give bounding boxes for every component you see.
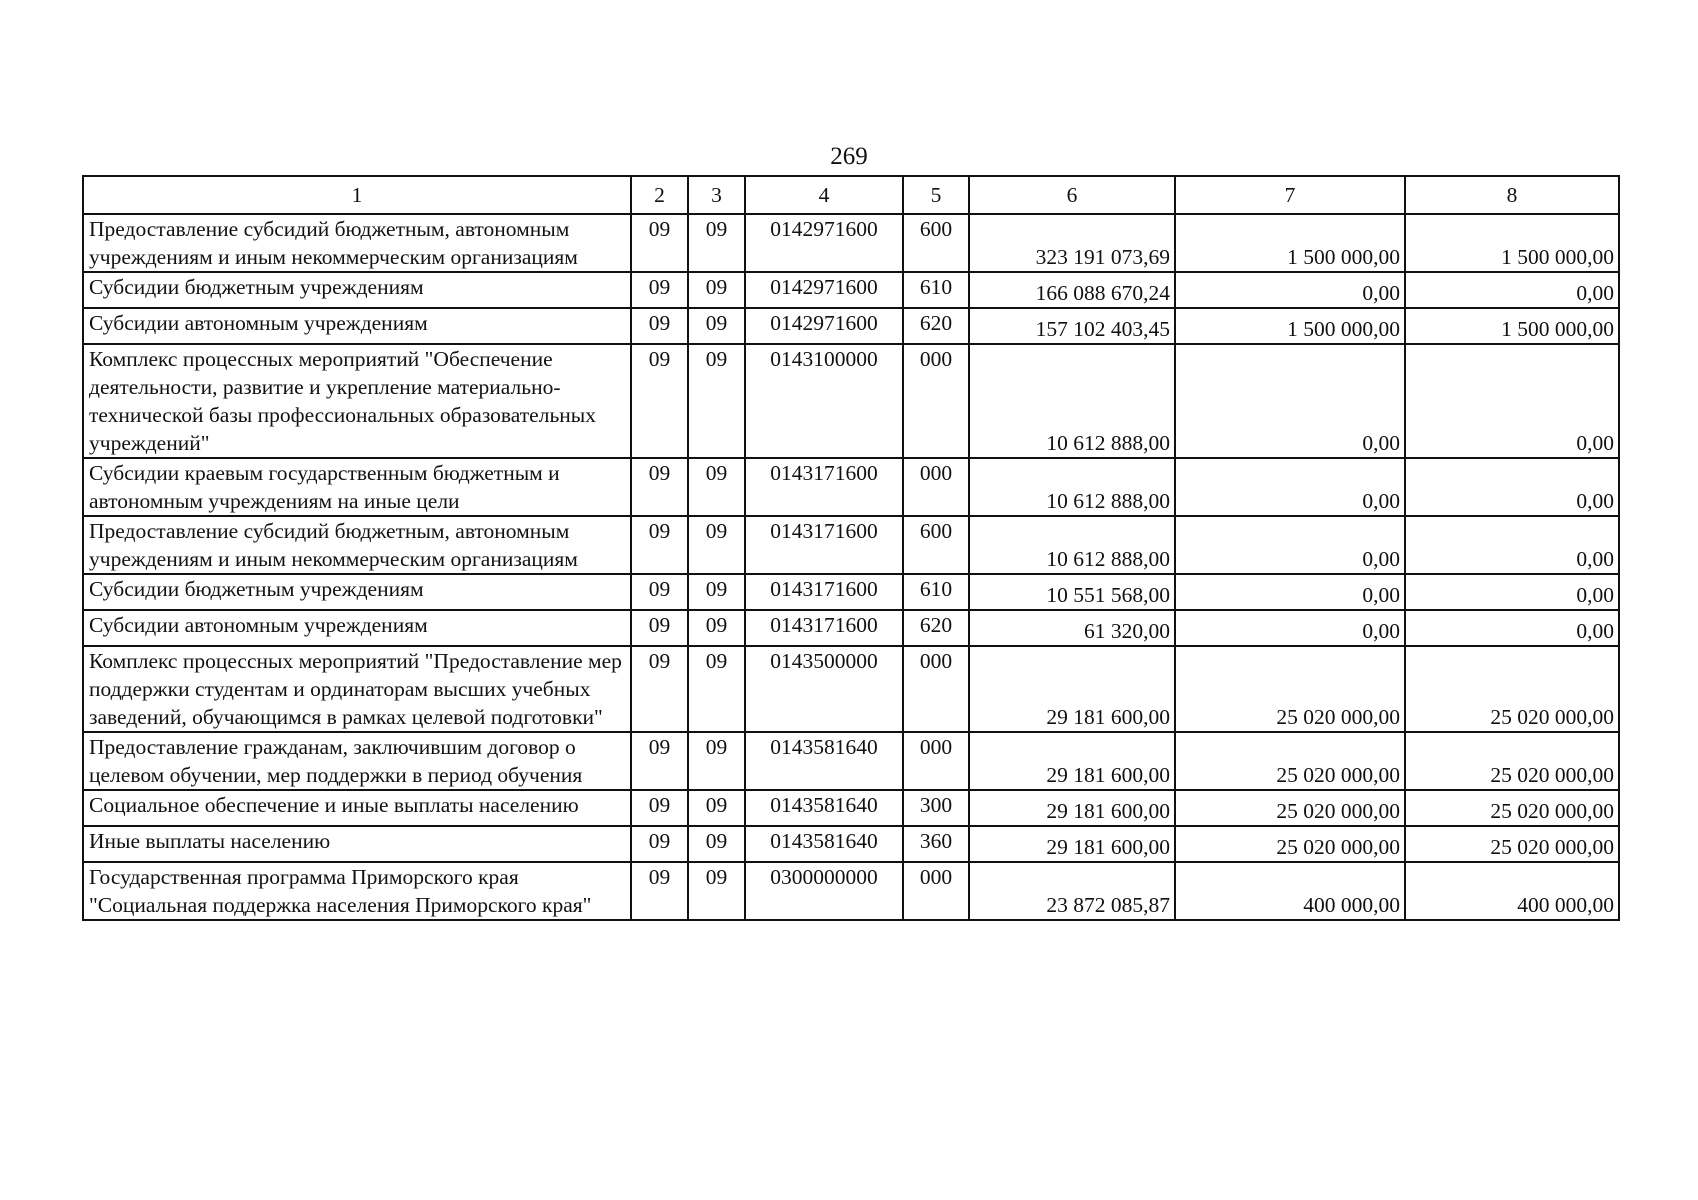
subsection-code-cell: 09	[688, 214, 745, 272]
amount-col8-cell: 25 020 000,00	[1405, 646, 1619, 732]
table-row	[83, 646, 1619, 732]
amount-col8-cell: 0,00	[1405, 272, 1619, 308]
section-code-cell: 09	[631, 516, 688, 574]
amount-col6-cell: 166 088 670,24	[969, 272, 1175, 308]
target-article-cell: 0143100000	[745, 344, 903, 458]
expense-type-cell: 000	[903, 732, 969, 790]
expense-type-cell: 360	[903, 826, 969, 862]
column-header: 5	[903, 176, 969, 214]
expense-type-cell: 000	[903, 646, 969, 732]
amount-col7-cell: 400 000,00	[1175, 862, 1405, 920]
subsection-code-cell: 09	[688, 826, 745, 862]
subsection-code-cell: 09	[688, 344, 745, 458]
target-article-cell: 0143171600	[745, 458, 903, 516]
amount-col8-cell: 1 500 000,00	[1405, 214, 1619, 272]
expense-type-cell: 620	[903, 610, 969, 646]
amount-col6-cell: 29 181 600,00	[969, 646, 1175, 732]
subsection-code-cell: 09	[688, 732, 745, 790]
expense-type-cell: 610	[903, 272, 969, 308]
amount-col6-cell: 323 191 073,69	[969, 214, 1175, 272]
table-row	[83, 214, 1619, 272]
expense-type-cell: 300	[903, 790, 969, 826]
row-name-cell: Предоставление субсидий бюджетным, автономным учреждениям и иным некоммерческим организациям	[83, 214, 631, 272]
target-article-cell: 0142971600	[745, 272, 903, 308]
row-name-cell: Субсидии бюджетным учреждениям	[83, 574, 631, 610]
expense-type-cell: 000	[903, 862, 969, 920]
table-row	[83, 574, 1619, 610]
row-name-cell: Иные выплаты населению	[83, 826, 631, 862]
header-row	[83, 176, 1619, 214]
subsection-code-cell: 09	[688, 646, 745, 732]
row-name-cell: Комплекс процессных мероприятий "Предоставление мер поддержки студентам и ординаторам высших учебных заведений, обучающимся в рамках целевой подготовки"	[83, 646, 631, 732]
amount-col8-cell: 25 020 000,00	[1405, 790, 1619, 826]
column-header: 8	[1405, 176, 1619, 214]
expense-type-cell: 600	[903, 214, 969, 272]
section-code-cell: 09	[631, 646, 688, 732]
expense-type-cell: 610	[903, 574, 969, 610]
amount-col6-cell: 10 612 888,00	[969, 344, 1175, 458]
row-name-cell: Предоставление субсидий бюджетным, автономным учреждениям и иным некоммерческим организациям	[83, 516, 631, 574]
amount-col6-cell: 10 551 568,00	[969, 574, 1175, 610]
subsection-code-cell: 09	[688, 610, 745, 646]
amount-col8-cell: 1 500 000,00	[1405, 308, 1619, 344]
amount-col7-cell: 0,00	[1175, 458, 1405, 516]
section-code-cell: 09	[631, 214, 688, 272]
amount-col7-cell: 25 020 000,00	[1175, 826, 1405, 862]
amount-col7-cell: 25 020 000,00	[1175, 790, 1405, 826]
target-article-cell: 0143500000	[745, 646, 903, 732]
column-header: 4	[745, 176, 903, 214]
target-article-cell: 0143171600	[745, 574, 903, 610]
target-article-cell: 0143581640	[745, 826, 903, 862]
section-code-cell: 09	[631, 732, 688, 790]
amount-col8-cell: 25 020 000,00	[1405, 826, 1619, 862]
row-name-cell: Предоставление гражданам, заключившим договор о целевом обучении, мер поддержки в период обучения	[83, 732, 631, 790]
section-code-cell: 09	[631, 308, 688, 344]
target-article-cell: 0143581640	[745, 732, 903, 790]
amount-col7-cell: 0,00	[1175, 610, 1405, 646]
amount-col7-cell: 0,00	[1175, 344, 1405, 458]
amount-col8-cell: 0,00	[1405, 574, 1619, 610]
amount-col8-cell: 0,00	[1405, 344, 1619, 458]
target-article-cell: 0143581640	[745, 790, 903, 826]
column-header: 1	[83, 176, 631, 214]
section-code-cell: 09	[631, 458, 688, 516]
table-row	[83, 516, 1619, 574]
table-row	[83, 458, 1619, 516]
amount-col7-cell: 25 020 000,00	[1175, 646, 1405, 732]
row-name-cell: Субсидии краевым государственным бюджетным и автономным учреждениям на иные цели	[83, 458, 631, 516]
target-article-cell: 0142971600	[745, 214, 903, 272]
section-code-cell: 09	[631, 610, 688, 646]
amount-col6-cell: 157 102 403,45	[969, 308, 1175, 344]
target-article-cell: 0300000000	[745, 862, 903, 920]
subsection-code-cell: 09	[688, 790, 745, 826]
amount-col8-cell: 400 000,00	[1405, 862, 1619, 920]
table-row	[83, 308, 1619, 344]
amount-col7-cell: 0,00	[1175, 574, 1405, 610]
expense-type-cell: 600	[903, 516, 969, 574]
row-name-cell: Субсидии бюджетным учреждениям	[83, 272, 631, 308]
row-name-cell: Комплекс процессных мероприятий "Обеспечение деятельности, развитие и укрепление материально-технической базы профессиональных образовательных учреждений"	[83, 344, 631, 458]
amount-col7-cell: 25 020 000,00	[1175, 732, 1405, 790]
target-article-cell: 0142971600	[745, 308, 903, 344]
amount-col7-cell: 1 500 000,00	[1175, 308, 1405, 344]
subsection-code-cell: 09	[688, 308, 745, 344]
amount-col7-cell: 1 500 000,00	[1175, 214, 1405, 272]
subsection-code-cell: 09	[688, 862, 745, 920]
amount-col6-cell: 29 181 600,00	[969, 826, 1175, 862]
budget-table	[82, 175, 1620, 921]
column-header: 6	[969, 176, 1175, 214]
amount-col8-cell: 0,00	[1405, 516, 1619, 574]
section-code-cell: 09	[631, 826, 688, 862]
row-name-cell: Государственная программа Приморского края "Социальная поддержка населения Приморского края"	[83, 862, 631, 920]
table-row	[83, 610, 1619, 646]
section-code-cell: 09	[631, 574, 688, 610]
expense-type-cell: 620	[903, 308, 969, 344]
amount-col6-cell: 10 612 888,00	[969, 516, 1175, 574]
section-code-cell: 09	[631, 790, 688, 826]
section-code-cell: 09	[631, 272, 688, 308]
amount-col6-cell: 61 320,00	[969, 610, 1175, 646]
amount-col6-cell: 10 612 888,00	[969, 458, 1175, 516]
target-article-cell: 0143171600	[745, 610, 903, 646]
subsection-code-cell: 09	[688, 574, 745, 610]
expense-type-cell: 000	[903, 344, 969, 458]
table-row	[83, 272, 1619, 308]
amount-col6-cell: 23 872 085,87	[969, 862, 1175, 920]
table-row	[83, 826, 1619, 862]
table-row	[83, 732, 1619, 790]
row-name-cell: Социальное обеспечение и иные выплаты населению	[83, 790, 631, 826]
amount-col8-cell: 0,00	[1405, 458, 1619, 516]
column-header: 7	[1175, 176, 1405, 214]
amount-col6-cell: 29 181 600,00	[969, 790, 1175, 826]
amount-col6-cell: 29 181 600,00	[969, 732, 1175, 790]
column-header: 2	[631, 176, 688, 214]
row-name-cell: Субсидии автономным учреждениям	[83, 308, 631, 344]
table-body	[83, 214, 1619, 920]
amount-col7-cell: 0,00	[1175, 516, 1405, 574]
table-row	[83, 790, 1619, 826]
column-header: 3	[688, 176, 745, 214]
amount-col8-cell: 0,00	[1405, 610, 1619, 646]
row-name-cell: Субсидии автономным учреждениям	[83, 610, 631, 646]
table-row	[83, 344, 1619, 458]
subsection-code-cell: 09	[688, 458, 745, 516]
table-row	[83, 862, 1619, 920]
subsection-code-cell: 09	[688, 516, 745, 574]
amount-col8-cell: 25 020 000,00	[1405, 732, 1619, 790]
subsection-code-cell: 09	[688, 272, 745, 308]
section-code-cell: 09	[631, 344, 688, 458]
amount-col7-cell: 0,00	[1175, 272, 1405, 308]
page-number: 269	[830, 143, 868, 170]
section-code-cell: 09	[631, 862, 688, 920]
expense-type-cell: 000	[903, 458, 969, 516]
target-article-cell: 0143171600	[745, 516, 903, 574]
